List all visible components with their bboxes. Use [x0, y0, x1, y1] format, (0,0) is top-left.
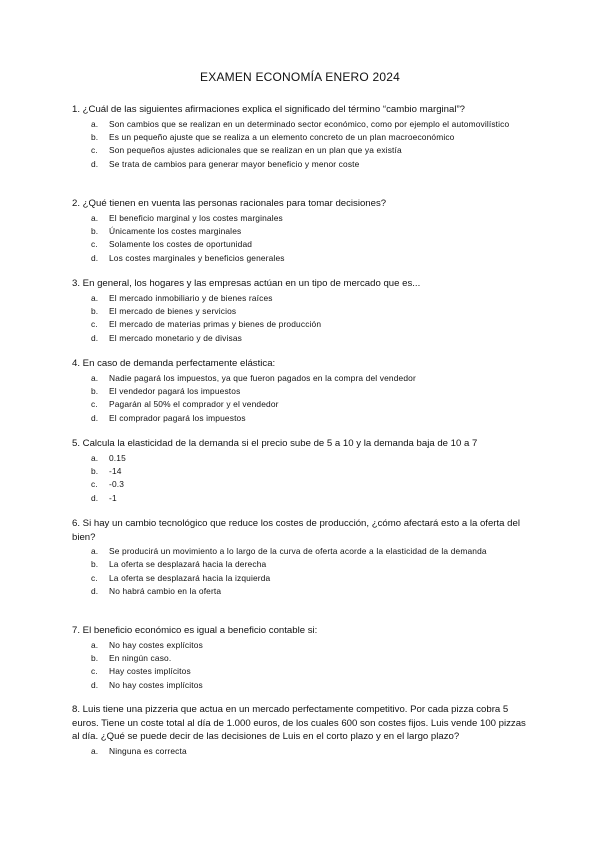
option-d	[72, 252, 532, 265]
option-text: El comprador pagará los impuestos	[109, 412, 246, 423]
option-text: Hay costes implícitos	[109, 666, 191, 677]
option-a	[72, 545, 532, 558]
question-3	[72, 277, 532, 345]
option-a	[72, 372, 532, 385]
option-text: Nadie pagará los impuestos, ya que fueron pagados en la compra del vendedor	[109, 372, 416, 383]
option-letter: d.	[91, 679, 99, 690]
option-text: Solamente los costes de oportunidad	[109, 239, 253, 250]
option-letter: c.	[91, 319, 98, 330]
option-b	[72, 225, 532, 238]
question-text: 6. Si hay un cambio tecnológico que reduce los costes de producción, ¿cómo afectará esto a la oferta del bien?	[72, 518, 520, 543]
option-text: Ninguna es correcta	[109, 745, 187, 756]
option-a	[72, 452, 532, 465]
option-text: Pagarán al 50% el comprador y el vendedor	[109, 399, 279, 410]
options-list	[72, 639, 532, 693]
question-text: 3. En general, los hogares y las empresas actúan en un tipo de mercado que es...	[72, 278, 421, 289]
option-letter: a.	[91, 546, 99, 556]
option-letter: c.	[91, 572, 98, 583]
option-letter: d.	[91, 252, 99, 263]
option-letter: c.	[91, 399, 98, 410]
option-text: En ningún caso.	[109, 652, 172, 663]
option-text: No habrá cambio en la oferta	[109, 586, 222, 597]
option-text: El mercado monetario y de divisas	[109, 332, 242, 343]
option-text: La oferta se desplazará hacia la izquierda	[109, 572, 271, 583]
question-text: 7. El beneficio económico es igual a beneficio contable si:	[72, 625, 318, 636]
option-b	[72, 465, 532, 478]
options-list	[72, 545, 532, 599]
option-a	[72, 745, 532, 758]
options-list	[72, 372, 532, 426]
option-text: Se producirá un movimiento a lo largo de la curva de oferta acorde a la elasticidad de la demanda	[109, 546, 487, 556]
option-letter: d.	[91, 158, 99, 169]
option-letter: b.	[91, 559, 99, 570]
option-d	[72, 585, 532, 598]
option-b	[72, 385, 532, 398]
question-text: 8. Luis tiene una pizzeria que actua en un mercado perfectamente competitivo. Por cada pizza cobra 5 euros. Tiene un coste total al día de 1.000 euros, de los cuales 600 son costes fijos. Luis vende 100 pizzas al día. ¿Qué se puede decir de las decisiones de Luis en el corto plazo y en el largo plazo?	[72, 704, 526, 742]
option-text: El beneficio marginal y los costes marginales	[109, 212, 283, 223]
option-b	[72, 652, 532, 665]
option-letter: b.	[91, 131, 99, 142]
option-letter: d.	[91, 492, 99, 503]
option-c	[72, 398, 532, 411]
option-text: La oferta se desplazará hacia la derecha	[109, 559, 267, 570]
option-text: -14	[109, 465, 122, 476]
option-c	[72, 318, 532, 331]
option-letter: b.	[91, 465, 99, 476]
option-text: Son pequeños ajustes adicionales que se realizan en un plan que ya existía	[109, 145, 402, 156]
option-letter: c.	[91, 145, 98, 156]
option-letter: a.	[91, 372, 99, 383]
option-a	[72, 118, 532, 131]
options-list	[72, 452, 532, 506]
option-text: Se trata de cambios para generar mayor beneficio y menor coste	[109, 158, 360, 169]
option-d	[72, 158, 532, 171]
question-2	[72, 197, 532, 265]
option-c	[72, 144, 532, 157]
option-d	[72, 492, 532, 505]
question-4	[72, 357, 532, 425]
option-d	[72, 412, 532, 425]
option-letter: a.	[91, 292, 99, 303]
option-c	[72, 238, 532, 251]
option-c	[72, 572, 532, 585]
option-d	[72, 332, 532, 345]
question-7	[72, 624, 532, 692]
option-text: El mercado de bienes y servicios	[109, 305, 237, 316]
exam-title: EXAMEN ECONOMÍA ENERO 2024	[200, 70, 400, 84]
option-letter: b.	[91, 652, 99, 663]
option-c	[72, 665, 532, 678]
option-text: No hay costes implícitos	[109, 679, 203, 690]
options-list	[72, 212, 532, 266]
option-letter: c.	[91, 666, 98, 677]
option-letter: a.	[91, 212, 99, 223]
option-letter: b.	[91, 385, 99, 396]
option-text: No hay costes explícitos	[109, 639, 203, 650]
option-letter: a.	[91, 118, 99, 129]
option-b	[72, 558, 532, 571]
option-b	[72, 131, 532, 144]
option-text: 0.15	[109, 452, 126, 463]
option-text: -0.3	[109, 479, 125, 490]
option-c	[72, 478, 532, 491]
question-text: 5. Calcula la elasticidad de la demanda si el precio sube de 5 a 10 y la demanda baja de 10 a 7	[72, 438, 478, 449]
option-a	[72, 639, 532, 652]
option-letter: a.	[91, 639, 99, 650]
option-text: Los costes marginales y beneficios generales	[109, 252, 285, 263]
option-text: Únicamente los costes marginales	[109, 225, 242, 236]
question-8	[72, 703, 532, 758]
question-text: 1. ¿Cuál de las siguientes afirmaciones explica el significado del término “cambio marginal”?	[72, 104, 465, 115]
option-letter: c.	[91, 239, 98, 250]
question-1	[72, 103, 532, 171]
option-letter: d.	[91, 332, 99, 343]
option-a	[72, 292, 532, 305]
option-text: -1	[109, 492, 117, 503]
option-a	[72, 212, 532, 225]
option-text: Es un pequeño ajuste que se realiza a un elemento concreto de un plan macroeconómico	[109, 131, 455, 142]
option-text: El vendedor pagará los impuestos	[109, 385, 241, 396]
option-text: Son cambios que se realizan en un determinado sector económico, como por ejemplo el automovilístico	[109, 118, 510, 129]
option-letter: a.	[91, 745, 99, 756]
options-list	[72, 292, 532, 346]
question-text: 4. En caso de demanda perfectamente elástica:	[72, 358, 276, 369]
question-text: 2. ¿Qué tienen en vuenta las personas racionales para tomar decisiones?	[72, 198, 387, 209]
option-d	[72, 679, 532, 692]
option-letter: a.	[91, 452, 99, 463]
option-b	[72, 305, 532, 318]
question-6	[72, 517, 532, 599]
question-5	[72, 437, 532, 505]
option-letter: d.	[91, 412, 99, 423]
option-text: El mercado inmobiliario y de bienes raíces	[109, 292, 273, 303]
options-list	[72, 745, 532, 758]
option-letter: b.	[91, 225, 99, 236]
option-letter: d.	[91, 586, 99, 597]
option-letter: c.	[91, 479, 98, 490]
option-letter: b.	[91, 305, 99, 316]
options-list	[72, 118, 532, 172]
option-text: El mercado de materias primas y bienes de producción	[109, 319, 322, 330]
